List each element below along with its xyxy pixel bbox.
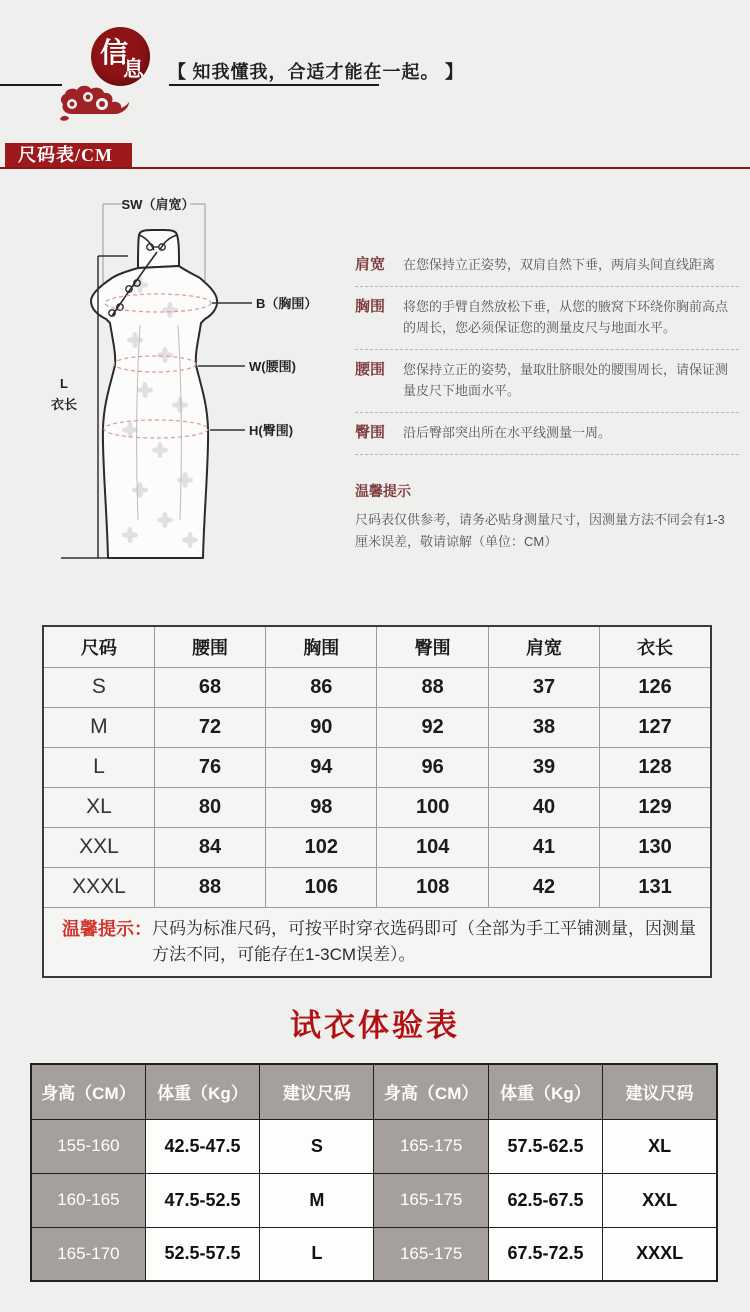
weight-cell: 42.5-47.5: [145, 1119, 259, 1173]
size-cell: S: [43, 667, 154, 707]
bust-label: B（胸围）: [256, 296, 318, 311]
dress-outline: [91, 230, 217, 558]
suggested-size-cell: S: [260, 1119, 374, 1173]
value-cell: 38: [488, 707, 599, 747]
suggested-size-cell: L: [260, 1227, 374, 1281]
value-cell: 96: [377, 747, 488, 787]
value-cell: 106: [266, 867, 377, 907]
waist-label: W(腰围): [249, 359, 296, 374]
value-cell: 94: [266, 747, 377, 787]
shoulder-width-label: SW（肩宽）: [121, 197, 195, 212]
col-waist: 腰围: [154, 626, 265, 667]
value-cell: 80: [154, 787, 265, 827]
size-table-note-row: [43, 907, 711, 977]
col-height-2: 身高（CM）: [374, 1064, 488, 1119]
value-cell: 104: [377, 827, 488, 867]
guide-text: 在您保持立正姿势，双肩自然下垂，两肩头间直线距离: [403, 257, 716, 272]
col-suggested-size-2: 建议尺码: [603, 1064, 717, 1119]
value-cell: 88: [377, 667, 488, 707]
size-row-m: [43, 707, 711, 747]
col-bust: 胸围: [266, 626, 377, 667]
col-height-1: 身高（CM）: [31, 1064, 145, 1119]
value-cell: 72: [154, 707, 265, 747]
size-row-l: [43, 747, 711, 787]
height-cell: 165-175: [374, 1227, 488, 1281]
value-cell: 76: [154, 747, 265, 787]
guide-row-waist: [355, 350, 739, 413]
col-suggested-size-1: 建议尺码: [260, 1064, 374, 1119]
col-weight-2: 体重（Kg）: [488, 1064, 602, 1119]
value-cell: 129: [600, 787, 711, 827]
section-rule: [0, 167, 750, 169]
value-cell: 90: [266, 707, 377, 747]
value-cell: 41: [488, 827, 599, 867]
value-cell: 39: [488, 747, 599, 787]
size-cell: XXL: [43, 827, 154, 867]
length-abbr-label: L: [60, 376, 68, 391]
hip-label: H(臀围): [249, 423, 294, 438]
guide-label: 胸围: [355, 298, 386, 315]
col-shoulder: 肩宽: [488, 626, 599, 667]
size-table: [42, 625, 712, 978]
col-length: 衣长: [600, 626, 711, 667]
guide-label: 肩宽: [355, 256, 386, 273]
guide-label: 腰围: [355, 361, 386, 378]
value-cell: 68: [154, 667, 265, 707]
value-cell: 102: [266, 827, 377, 867]
col-size: 尺码: [43, 626, 154, 667]
height-cell: 160-165: [31, 1173, 145, 1227]
col-hip: 臀围: [377, 626, 488, 667]
note-text: 尺码为标准尺码，可按平时穿衣选码即可（全部为手工平铺测量，因测量方法不同，可能存在1-3CM误差）。: [152, 918, 696, 964]
size-cell: L: [43, 747, 154, 787]
suggested-size-cell: XXXL: [603, 1227, 717, 1281]
value-cell: 37: [488, 667, 599, 707]
value-cell: 42: [488, 867, 599, 907]
value-cell: 98: [266, 787, 377, 827]
weight-cell: 47.5-52.5: [145, 1173, 259, 1227]
value-cell: 88: [154, 867, 265, 907]
info-badge: [91, 27, 150, 86]
size-row-xxl: [43, 827, 711, 867]
value-cell: 92: [377, 707, 488, 747]
size-cell: XXXL: [43, 867, 154, 907]
fitting-row-2: [31, 1173, 717, 1227]
fitting-table-title: 试衣体验表: [290, 1008, 460, 1043]
value-cell: 126: [600, 667, 711, 707]
guide-text: 您保持立正的姿势，量取肚脐眼处的腰围周长，请保证测量皮尺下地面水平。: [403, 362, 729, 398]
value-cell: 131: [600, 867, 711, 907]
guide-text: 沿后臀部突出所在水平线测量一周。: [403, 425, 612, 440]
value-cell: 100: [377, 787, 488, 827]
value-cell: 40: [488, 787, 599, 827]
length-label: 衣长: [51, 397, 78, 412]
fitting-header-row: [31, 1064, 717, 1119]
value-cell: 127: [600, 707, 711, 747]
col-weight-1: 体重（Kg）: [145, 1064, 259, 1119]
section-title: 尺码表/CM: [5, 143, 132, 168]
weight-cell: 67.5-72.5: [488, 1227, 602, 1281]
guide-label: 臀围: [355, 424, 386, 441]
measure-guide: [355, 246, 739, 553]
weight-cell: 52.5-57.5: [145, 1227, 259, 1281]
note-cell: [43, 907, 711, 977]
guide-tips: [355, 481, 731, 553]
height-cell: 165-170: [31, 1227, 145, 1281]
suggested-size-cell: M: [260, 1173, 374, 1227]
value-cell: 84: [154, 827, 265, 867]
value-cell: 128: [600, 747, 711, 787]
height-cell: 165-175: [374, 1173, 488, 1227]
guide-row-bust: [355, 287, 739, 350]
tips-text: 尺码表仅供参考，请务必贴身测量尺寸，因测量方法不同会有1-3厘米误差，敬请谅解（单位：CM）: [355, 512, 725, 549]
header-rule-quote: [169, 84, 379, 86]
weight-cell: 57.5-62.5: [488, 1119, 602, 1173]
fitting-table: [30, 1063, 718, 1282]
guide-row-shoulder: [355, 246, 739, 287]
dress-measurement-diagram: [40, 190, 330, 575]
suggested-size-cell: XL: [603, 1119, 717, 1173]
size-row-xl: [43, 787, 711, 827]
size-cell: XL: [43, 787, 154, 827]
note-label: 温馨提示：: [62, 918, 152, 939]
guide-row-hip: [355, 413, 739, 455]
height-cell: 165-175: [374, 1119, 488, 1173]
fitting-row-1: [31, 1119, 717, 1173]
guide-text: 将您的手臂自然放松下垂，从您的腋窝下环绕你胸前高点的周长，您必须保证您的测量皮尺与地面水平。: [403, 299, 729, 335]
badge-char-2: 息: [123, 57, 144, 81]
size-row-xxxl: [43, 867, 711, 907]
height-cell: 155-160: [31, 1119, 145, 1173]
weight-cell: 62.5-67.5: [488, 1173, 602, 1227]
cloud-ornament-icon: [58, 84, 130, 122]
header-quote: 【 知我懂我，合适才能在一起。 】: [168, 62, 464, 82]
value-cell: 130: [600, 827, 711, 867]
size-table-header-row: [43, 626, 711, 667]
tips-title: 温馨提示: [355, 483, 411, 499]
value-cell: 86: [266, 667, 377, 707]
fitting-row-3: [31, 1227, 717, 1281]
badge-char-1: 信: [100, 38, 129, 69]
value-cell: 108: [377, 867, 488, 907]
size-cell: M: [43, 707, 154, 747]
header-rule-left: [0, 84, 62, 86]
size-row-s: [43, 667, 711, 707]
suggested-size-cell: XXL: [603, 1173, 717, 1227]
